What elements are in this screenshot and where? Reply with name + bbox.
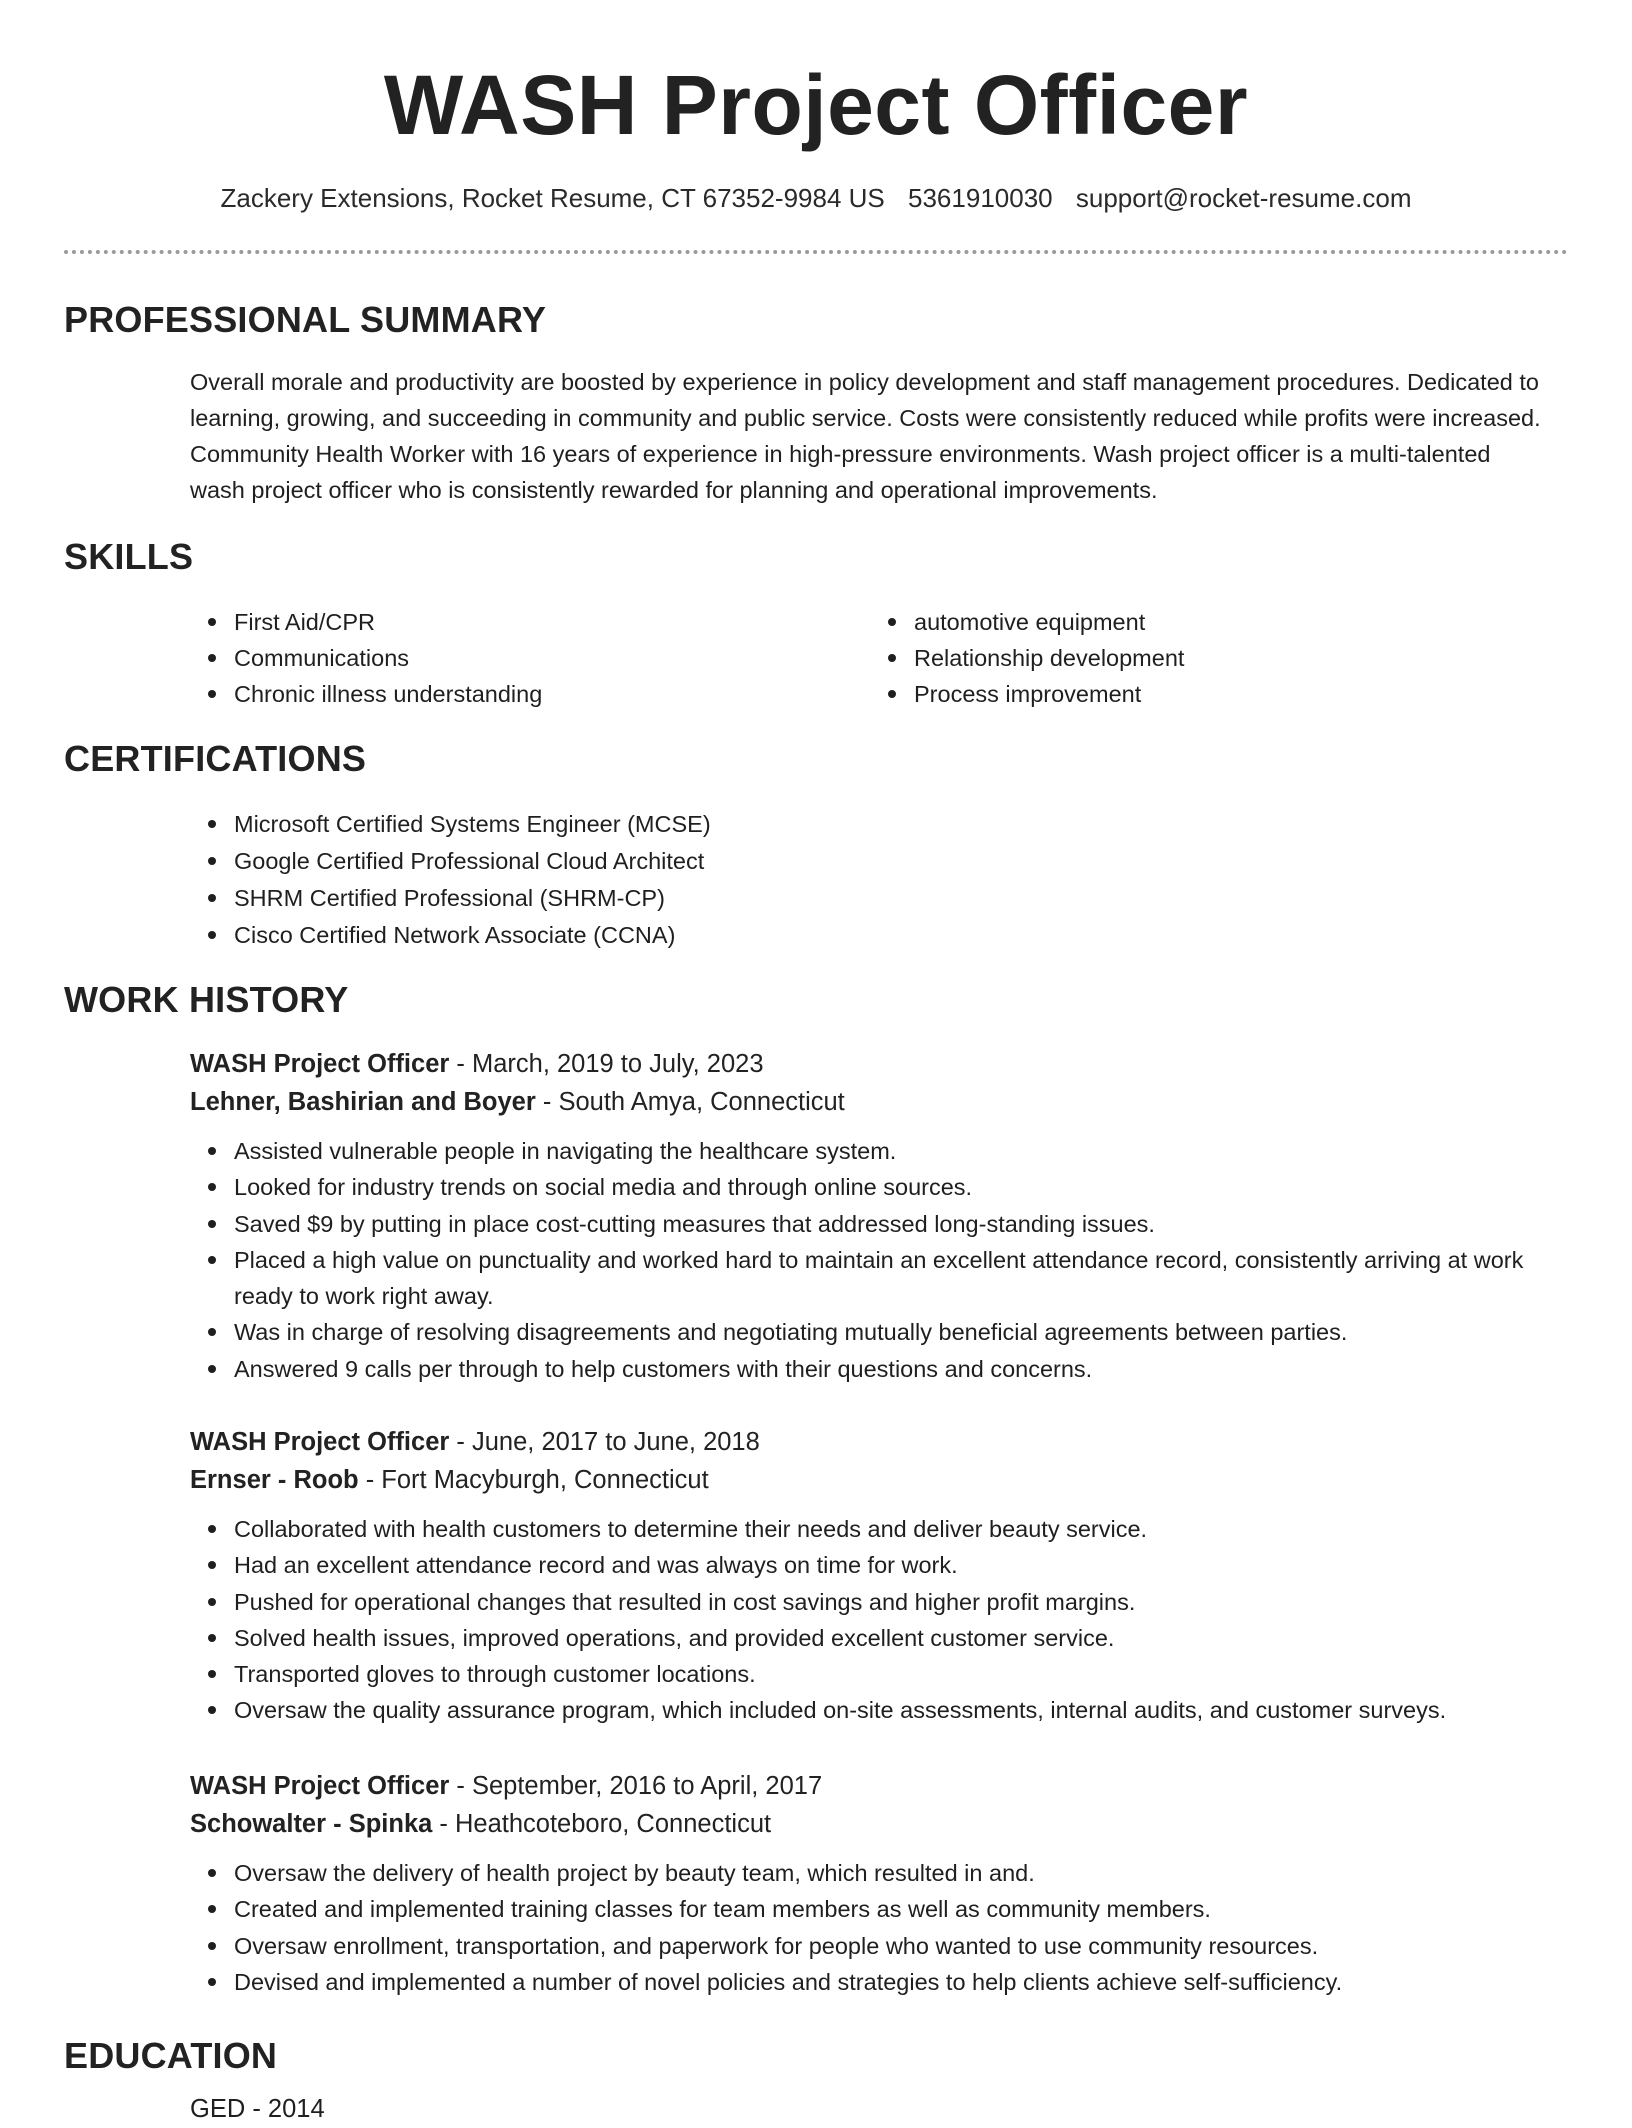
job-entry <box>190 1045 1570 1387</box>
job-duty: Devised and implemented a number of novel policies and strategies to help clients achieve self-sufficiency. <box>190 1964 1570 2000</box>
section-title-summary: PROFESSIONAL SUMMARY <box>64 299 547 340</box>
job-title-line <box>190 1423 1570 1461</box>
header-divider <box>64 250 1568 254</box>
job-role: WASH Project Officer <box>190 1772 450 1800</box>
job-duties-list <box>190 1511 1570 1729</box>
job-location: - South Amya, Connecticut <box>535 1088 845 1116</box>
summary-text: Overall morale and productivity are boosted by experience in policy development and staff management procedures. Dedicated to learning, growing, and succeeding in community and public service. Costs were consistently reduced while profits were increased. Community Health Worker with 16 years of experience in high-pressure environments. Wash project officer is a multi-talented wash project officer who is consistently rewarded for planning and operational improvements. <box>190 369 1541 503</box>
job-role: WASH Project Officer <box>190 1050 450 1078</box>
job-duty: Placed a high value on punctuality and worked hard to maintain an excellent attendance record, consistently arriving at work ready to work right away. <box>190 1242 1570 1315</box>
job-dates: - June, 2017 to June, 2018 <box>449 1428 760 1456</box>
job-company-line <box>190 1461 1570 1499</box>
contact-phone: 5361910030 <box>908 183 1053 213</box>
section-title-education: EDUCATION <box>64 2035 278 2076</box>
job-company: Ernser - Roob <box>190 1466 359 1494</box>
certification-item: Google Certified Professional Cloud Architect <box>190 843 1090 880</box>
job-duty: Created and implemented training classes for team members as well as community members. <box>190 1891 1570 1927</box>
contact-line <box>0 180 1632 216</box>
job-duty: Was in charge of resolving disagreements and negotiating mutually beneficial agreements between parties. <box>190 1314 1570 1350</box>
job-duty: Collaborated with health customers to determine their needs and deliver beauty service. <box>190 1511 1570 1547</box>
job-duty: Assisted vulnerable people in navigating the healthcare system. <box>190 1133 1570 1169</box>
job-location: - Fort Macyburgh, Connecticut <box>358 1466 709 1494</box>
job-dates: - September, 2016 to April, 2017 <box>449 1772 823 1800</box>
skills-list-left <box>190 604 830 712</box>
job-title-line <box>190 1045 1570 1083</box>
section-title-skills: SKILLS <box>64 536 194 577</box>
job-duty: Oversaw the delivery of health project by beauty team, which resulted in and. <box>190 1855 1570 1891</box>
job-entry <box>190 1767 1570 2000</box>
job-duty: Solved health issues, improved operations, and provided excellent customer service. <box>190 1620 1570 1656</box>
job-duty: Looked for industry trends on social media and through online sources. <box>190 1169 1570 1205</box>
certification-item: Microsoft Certified Systems Engineer (MCSE) <box>190 806 1090 843</box>
contact-address: Zackery Extensions, Rocket Resume, CT 67352-9984 US <box>220 183 885 213</box>
job-location: - Heathcoteboro, Connecticut <box>432 1810 772 1838</box>
section-title-certifications: CERTIFICATIONS <box>64 738 367 779</box>
job-company: Lehner, Bashirian and Boyer <box>190 1088 536 1116</box>
skill-item: Process improvement <box>870 676 1510 712</box>
skill-item: Relationship development <box>870 640 1510 676</box>
certification-item: Cisco Certified Network Associate (CCNA) <box>190 917 1090 954</box>
education-entry: GED - 2014 <box>190 2095 325 2123</box>
skill-item: First Aid/CPR <box>190 604 830 640</box>
candidate-title: WASH Project Officer <box>383 58 1249 152</box>
job-duties-list <box>190 1855 1570 2000</box>
job-company-line <box>190 1805 1570 1843</box>
certifications-list <box>190 806 1090 954</box>
job-duty: Had an excellent attendance record and was always on time for work. <box>190 1547 1570 1583</box>
job-title-line <box>190 1767 1570 1805</box>
job-duties-list <box>190 1133 1570 1387</box>
job-duty: Oversaw enrollment, transportation, and paperwork for people who wanted to use community resources. <box>190 1928 1570 1964</box>
job-duty: Answered 9 calls per through to help customers with their questions and concerns. <box>190 1351 1570 1387</box>
section-title-work-history: WORK HISTORY <box>64 979 349 1020</box>
job-duty: Pushed for operational changes that resulted in cost savings and higher profit margins. <box>190 1584 1570 1620</box>
job-dates: - March, 2019 to July, 2023 <box>449 1050 764 1078</box>
contact-email: support@rocket-resume.com <box>1075 183 1412 213</box>
job-duty: Saved $9 by putting in place cost-cutting measures that addressed long-standing issues. <box>190 1206 1570 1242</box>
certification-item: SHRM Certified Professional (SHRM-CP) <box>190 880 1090 917</box>
skill-item: automotive equipment <box>870 604 1510 640</box>
job-entry <box>190 1423 1570 1729</box>
job-company-line <box>190 1083 1570 1121</box>
skills-list-right <box>870 604 1510 712</box>
job-company: Schowalter - Spinka <box>190 1810 433 1838</box>
job-duty: Transported gloves to through customer locations. <box>190 1656 1570 1692</box>
skill-item: Chronic illness understanding <box>190 676 830 712</box>
job-duty: Oversaw the quality assurance program, which included on-site assessments, internal audits, and customer surveys. <box>190 1692 1570 1728</box>
skill-item: Communications <box>190 640 830 676</box>
job-role: WASH Project Officer <box>190 1428 450 1456</box>
